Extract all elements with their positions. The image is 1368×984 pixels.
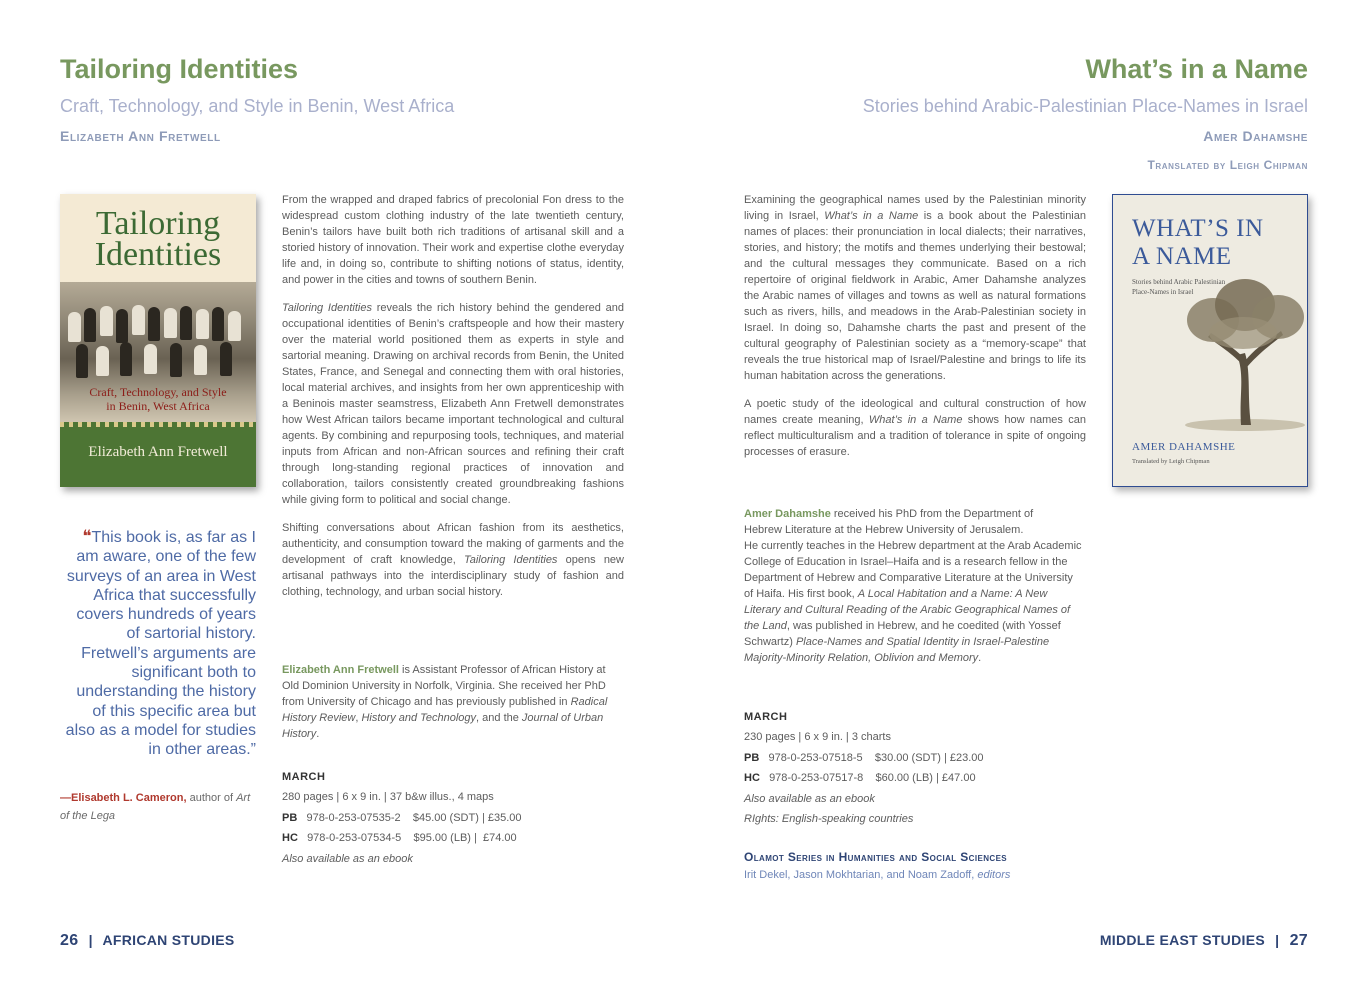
left-page-number: 26 [60, 932, 79, 949]
left-book-subtitle: Craft, Technology, and Style in Benin, West Africa [60, 96, 455, 116]
olive-tree-illustration [1183, 275, 1307, 435]
left-section-name: AFRICAN STUDIES [102, 932, 235, 948]
series-editors: Irit Dekel, Jason Mokhtarian, and Noam Zadoff, editors [744, 869, 1011, 881]
right-pub-month: MARCH [744, 711, 788, 723]
cover-author: AMER DAHAMSHE [1132, 441, 1236, 453]
right-book-translator: Translated by Leigh Chipman [1147, 158, 1308, 172]
right-book-author: Amer Dahamshe [1203, 128, 1308, 144]
right-section-name: MIDDLE EAST STUDIES [1099, 932, 1265, 948]
left-pb-line: PB 978-0-253-07535-2 $45.00 (SDT) | £35.00 [282, 812, 522, 824]
right-para-2: A poetic study of the ideological and cultural construction of how names create meaning, What’s in a Name shows how names can reflect multiculturalism and a tradition of tolerance in spite of ongoing processes of erasure. [744, 398, 1087, 458]
right-specs: 230 pages | 6 x 9 in. | 3 charts [744, 731, 891, 743]
quote-attribution: —Elisabeth L. Cameron, author of Art of the Lega [60, 792, 251, 822]
left-book-title: Tailoring Identities [60, 54, 299, 84]
left-hc-line: HC 978-0-253-07534-5 $95.00 (LB) | £74.00 [282, 832, 517, 844]
cover-title: Tailoring Identities [94, 205, 222, 273]
right-book-cover [1112, 194, 1308, 487]
left-pub-month: MARCH [282, 771, 326, 783]
right-book-title: What’s in a Name [1085, 54, 1308, 84]
left-author-bio: Elizabeth Ann Fretwell is Assistant Professor of African History at Old Dominion University in Norfolk, Virginia. She received her PhD from University of Chicago and has previously published in Radical History Review, History and Technology, and the Journal of Urban History. [282, 664, 608, 740]
cover-author: Elizabeth Ann Fretwell [88, 444, 228, 460]
pull-quote: ❝This book is, as far as I am aware, one of the few surveys of an area in West Africa that successfully covers hundreds of years of sartorial history. Fretwell’s arguments are significant both to understanding the history of this specific area but also as a model for studies in other areas.” [65, 527, 256, 759]
cover-translator: Translated by Leigh Chipman [1132, 458, 1210, 465]
left-book-cover [60, 194, 256, 487]
left-description [282, 192, 624, 612]
cover-subtitle: Craft, Technology, and Style in Benin, West Africa [89, 385, 227, 413]
left-para-3: Shifting conversations about African fashion from its aesthetics, authenticity, and consumption toward the making of garments and the development of craft knowledge, Tailoring Identities opens new artisanal pathways into the interdisciplinary study of fashion and clothing, technology, and urban social history. [282, 522, 624, 598]
series-title: Olamot Series in Humanities and Social Sciences [744, 850, 1008, 864]
right-pb-line: PB 978-0-253-07518-5 $30.00 (SDT) | £23.00 [744, 752, 984, 764]
quote-mark-icon: ❝ [82, 527, 92, 546]
cover-title: WHAT’S IN A NAME [1132, 215, 1264, 270]
right-rights-note: RIghts: English-speaking countries [744, 813, 914, 825]
right-description [744, 192, 1086, 472]
left-book-author: Elizabeth Ann Fretwell [60, 128, 221, 144]
right-page-number: 27 [1289, 932, 1308, 949]
right-author-bio: Amer Dahamshe received his PhD from the Department of Hebrew Literature at the Hebrew University of Jerusalem. He currently teaches in the Hebrew department at the Arab Academic College of Education in Israel–Haifa and is a research fellow in the Department of Hebrew and Comparative Literature at the University of Haifa. His first book, A Local Habitation and a Name: A New Literary and Cultural Reading of the Arabic Geographical Names of the Land, was published in Hebrew, and he coedited (with Yossef Schwartz) Place-Names and Spatial Identity in Israel-Palestine Majority-Minority Relation, Oblivion and Memory. [744, 508, 1082, 664]
right-ebook-note: Also available as an ebook [744, 793, 875, 805]
left-para-2: Tailoring Identities reveals the rich history behind the gendered and occupational identities of Benin’s craftspeople and how their mastery over the material world positioned them as experts in style and sartorial meaning. Drawing on archival records from Benin, the United States, France, and Senegal and connecting them with oral histories, local material archives, and insights from her own apprenticeship with a Beninois master seamstress, Elizabeth Ann Fretwell demonstrates how West African tailors became important technological and cultural agents. By combining and repurposing tools, techniques, and material inputs from African and non-African sources and refining their craft through long-standing regional practices of innovation and collaboration, tailors consistently created groundbreaking fashions while giving form to political and social change. [282, 302, 624, 506]
right-hc-line: HC 978-0-253-07517-8 $60.00 (LB) | £47.00 [744, 772, 976, 784]
right-footer: MIDDLE EAST STUDIES | 27 [1099, 932, 1308, 949]
right-book-subtitle: Stories behind Arabic-Palestinian Place-Names in Israel [862, 96, 1308, 116]
left-para-1: From the wrapped and draped fabrics of precolonial Fon dress to the widespread custom clothing industry of the late twentieth century, Benin’s tailors have built both rich traditions of artisanal skill and a storied history of innovation. Their work and expertise clothe everyday life and, in doing so, contribute to shifting notions of status, identity, and power in the cities and towns of southern Benin. [282, 194, 624, 286]
right-para-1: Examining the geographical names used by the Palestinian minority living in Israel, What’s in a Name is a book about the Palestinian names of places: their pronunciation in local dialects; their narratives, stories, and history; the motifs and themes underlying their bestowal; and the cultural messages they communicate. Based on a rich repertoire of original fieldwork in Arabic, Amer Dahamshe analyzes the Arabic names of villages and towns as well as natural formations such as rivers, hills, and meadows in the Arab-Palestinian society in Israel. In doing so, Dahamshe charts the past and present of the cultural geography of Palestinian society as a “memory-scape” that reveals the true historical map of Israel/Palestine and brings to life its human habitation across the generations. [744, 194, 1086, 382]
left-ebook-note: Also available as an ebook [282, 853, 413, 865]
cover-subtitle: Stories behind Arabic Palestinian Place-Names in Israel [1132, 278, 1226, 296]
left-footer: 26 | AFRICAN STUDIES [60, 932, 235, 949]
left-specs: 280 pages | 6 x 9 in. | 37 b&w illus., 4 maps [282, 791, 494, 803]
